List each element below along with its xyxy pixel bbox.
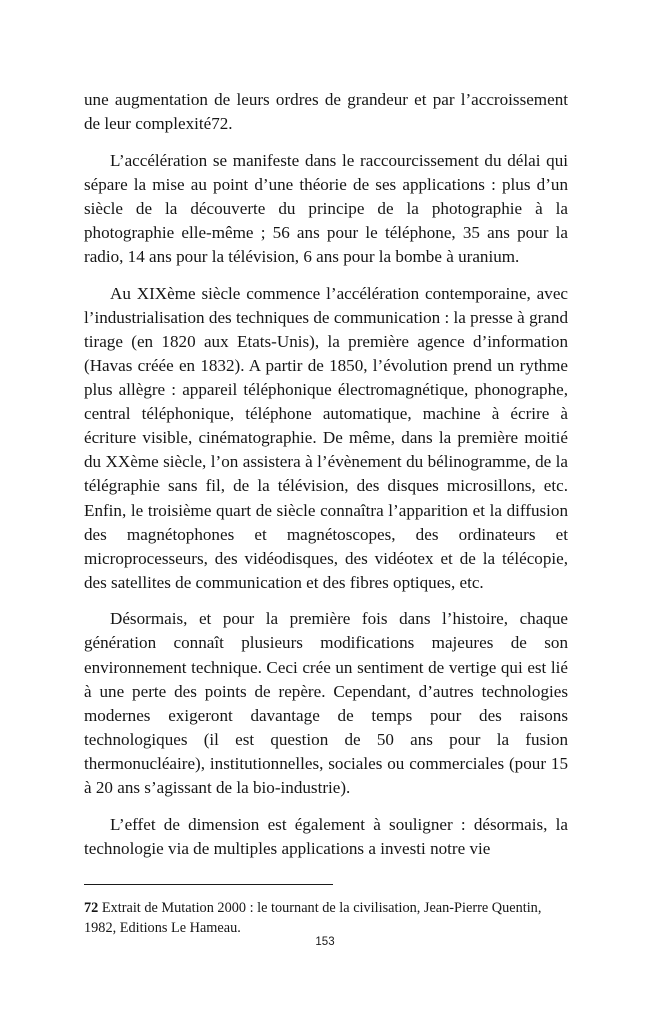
page-number: 153 bbox=[315, 936, 335, 948]
paragraph-xixeme-siecle: Au XIXème siècle commence l’accélération contemporaine, avec l’industrialisation des techniques de communication : la presse à grand tirage (en 1820 aux Etats-Unis), la première agence d’information (Havas créée en 1832). A partir de 1850, l’évolution prend un rythme plus allègre : appareil téléphonique électromagnétique, phonographe, central téléphonique, téléphone automatique, machine à écrire à écriture visible, cinématographie. De même, dans la première moitié du XXème siècle, l’on assistera à l’évènement du bélinogramme, de la télégraphie sans fil, de la télévision, des disques microsillons, etc. Enfin, le troisième quart de siècle connaîtra l’apparition et la diffusion des magnétophones et magnétoscopes, des ordinateurs et microprocesseurs, des vidéodisques, des vidéotex et de la télécopie, des satellites de communication et des fibres optiques, etc. bbox=[84, 283, 568, 592]
paragraph-effet-de-dimension: L’effet de dimension est également à souligner : désormais, la technologie via de multiples applications a investi notre vie bbox=[84, 814, 568, 858]
footnote-text: Extrait de Mutation 2000 : le tournant de la civilisation, Jean-Pierre Quentin, 1982, Editions Le Hameau. bbox=[84, 900, 542, 936]
paragraph-acceleration: L’accélération se manifeste dans le raccourcissement du délai qui sépare la mise au point d’une théorie de ses applications : plus d’un siècle de la découverte du principe de la photographie à la photographie elle-même ; 56 ans pour le téléphone, 35 ans pour la radio, 14 ans pour la télévision, 6 ans pour la bombe à uranium. bbox=[84, 150, 568, 267]
body-text-column bbox=[84, 88, 568, 861]
footnote-separator-rule bbox=[84, 884, 333, 885]
paragraph-continuation: une augmentation de leurs ordres de grandeur et par l’accroissement de leur complexité72. bbox=[84, 90, 568, 134]
paragraph-desormais: Désormais, et pour la première fois dans l’histoire, chaque génération connaît plusieurs modifications majeures de son environnement technique. Ceci crée un sentiment de vertige qui est lié à une perte des points de repère. Cependant, d’autres technologies modernes exigeront davantage de temps pour des raisons technologiques (il est question de 50 ans pour la fusion thermonucléaire), institutionnelles, sociales ou commerciales (pour 15 à 20 ans s’agissant de la bio-industrie). bbox=[84, 609, 568, 798]
footnote-area bbox=[84, 884, 568, 938]
footnote-marker: 72 bbox=[84, 900, 99, 916]
footnote-entry bbox=[84, 899, 568, 938]
